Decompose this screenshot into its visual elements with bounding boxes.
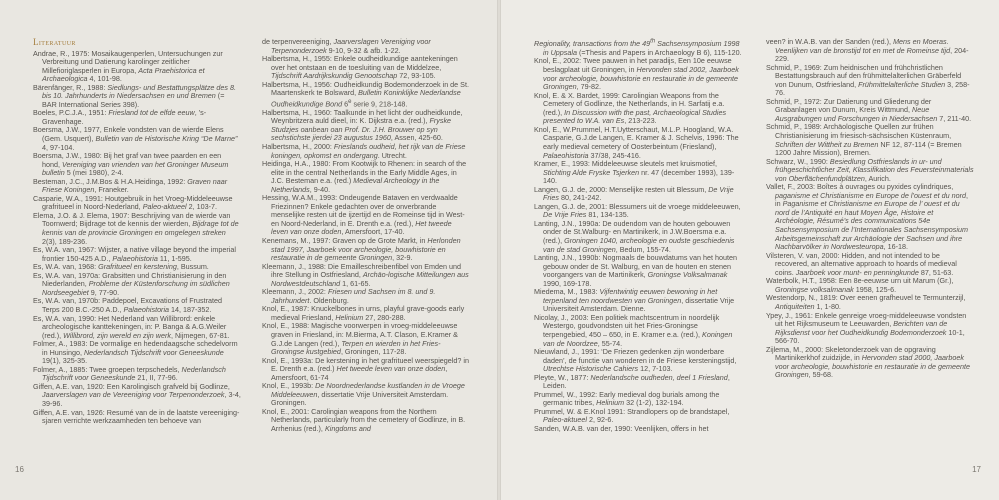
bibliography-entry: Sanden, W.A.B. van der, 1990: Veenlijken, offers in het xyxy=(534,424,709,433)
left-page xyxy=(0,0,497,500)
bibliography-entry: Kleemann, J., 1988: Die Emailleschreibenfibel von Emden und ihre Stellung in Ostfriesland, Archäo-logische Mitteilungen aus Nordwestdeutschland 1, 61-65. xyxy=(262,261,469,288)
bibliography-entry: Knol, E., 1987: Knuckelbones in urns, playful grave-goods early medieval Friesland, Helinium 27, 280-288. xyxy=(262,304,465,322)
bibliography-entry: Hessing, W.A.M., 1993: Ondeugende Bataven en verdwaalde Friezinnen? Enkele gedachten over de onverbrande menselijke resten uit de ijzertijd en de Romeinse tijd in West- en Noord-Nederland, in E. Drenth e.a. (red.), Het tweede leven van onze doden, Amersfoort, 17-40. xyxy=(262,193,465,237)
bibliography-entry: Knol, E., W.Prummel, H.T.Uytterschaut, M.L.P. Hoogland, W.A. Casparie, G.J.de Langen, E. Kramer & J. Schelvis, 1996: The early medieval cemetery of Oosterbeintum (Friesland), Palaeohistoria 37/38, 245-416. xyxy=(534,124,739,160)
bibliography-entry: Heidinga, H.A., 1980: From Kootwijk to Rhenen: in search of the elite in the central Netherlands in the Early Middle Ages, in J.C. Besteman e.a. (red.) Medieval Archeology in the Netherlands, 9-40. xyxy=(262,159,467,194)
bibliography-entry: Pleyte, W., 1877: Nederlandsche oudheden, deel 1 Friesland, Leiden. xyxy=(534,372,730,391)
bibliography-entry: Knol, E. & X. Bardet, 1999: Carolingian Weapons from the Cemetery of Godlinze, the Netherlands, in H. Sarfatij e.a. (red.), In Discussion with the past, Archaeological Studies presented to W.A. van Es, 213-223. xyxy=(534,90,727,126)
bibliography-entry: Nicolay, J., 2003: Een politiek machtscentrum in noordelijk Westergo, goudvondsten uit het Fries-Groningse terpengebied, 450 – 650, in E. Kramer e.a. (red.), Koningen van de Noordzee, 55-74. xyxy=(534,312,733,348)
bibliography-entry: Giffen, A.E. van, 1926: Resumé van de in de laatste vereenigingsjaren verrichte werkzaamheden ten behoeve van xyxy=(33,407,240,426)
bibliography-entry: Es, W.A. van, 1970b: Paddepoel, Excavations of Frustrated Terps 200 B.C.-250 A.D., Palaeohistoria 14, 187-352. xyxy=(33,296,222,314)
bibliography-entry: Besteman, J.C., J.M.Bos & H.A.Heidinga, 1992: Graven naar Friese Koningen, Franeker. xyxy=(33,176,228,195)
bibliography-entry: Folmer, A., 1983: De vormalige en hedendaagsche schedelvorm in Hunsingo, Nederlandsch Tijdschrift voor Geneeskunde 19(1), 325-35. xyxy=(33,339,238,366)
bibliography-entry: Prummel, W. & E.Knol 1991: Strandlopers op de brandstapel, Paleo-aktueel 2, 92-6. xyxy=(534,406,730,425)
bibliography-entry: Es, W.A. van, 1968: Grafritueel en kerstening, Bussum. xyxy=(33,262,209,272)
bibliography-entry: Miedema, M., 1983: Vijfentwintig eeuwen bewoning in het terpenland ten noordwesten van Groningen, dissertatie Vrije Universiteit Amsterdam. Dienne. xyxy=(534,287,735,314)
bibliography-entry: Nieuwland, J., 1991: ‘De Friezen gedenken zijn wonderbare daden’, de functie van wonderen in de Friese kersteningstijd, Utrechtse Historische Cahiers 12, 7-103. xyxy=(534,347,737,374)
bibliography-entry: Langen, G.J. de, 2000: Menselijke resten uit Blessum, De Vrije Fries 80, 241-242. xyxy=(534,184,734,203)
bibliography-entry: Zijlema, M., 2000: Skeletonderzoek van de opgraving Martinikerkhof zuidzijde, in Hervonden stad 2000, Jaarboek voor archeologie, bouwhistorie en restauratie in de gemeente Groningen, 59-68. xyxy=(766,344,970,380)
bibliography-entry: de terpenvereeniging, Jaarverslagen Vereniging voor Terpenonderzoek 9-10, 9-32 & afb. 1-22. xyxy=(262,37,431,55)
bibliography-entry: Halbertsma, H., 1960: Taalkunde in het licht der oudheidkunde, Weynbritzera auld dieel, in: K. Dijkstra e.a. (red.), Fryske Studzjes oanbean oan Prof. Dr. J.H. Brouwer op syn sechstichste jierdei 23 augustus 1960, Assen, 425-60. xyxy=(262,107,463,143)
bibliography-entry: Knol, E., 2001: Carolingian weapons from the Northern Netherlands, particularly from the cemetery of Godlinze, in B. Arrhenius (red.), Kingdoms and xyxy=(262,406,466,433)
bibliography-entry: Es, W.A. van, 1967: Wijster, a native village beyond the imperial frontier 150-425 A.D., Palaeohistoria 11, 1-595. xyxy=(33,245,236,263)
bibliography-entry: Es, W.A. van, 1990: Het Nederland van Willibrord: enkele archeologische kanttekeningen, in: P. Banga & A.G.Weiler (red.), Willibrord, zijn wereld en zijn werk, Nijmegen, 67-81. xyxy=(33,313,230,340)
bibliography-entry: Casparie, W.A., 1991: Houtgebruik in het Vroeg-Middeleeuwse grafritueel in Noord-Nederland, Paleo-aktueel 2, 103-7. xyxy=(33,193,233,212)
bibliography-entry: Prummel, W., 1992: Early medieval dog burials among the germanic tribes, Helinium 32 (1-2), 132-194. xyxy=(534,389,720,408)
bibliography-column-4 xyxy=(766,38,974,380)
bibliography-entry: Schmid, P., 1972: Zur Datierung und Gliederung der Grabanlagen von Dunum, Kreis Wittmund, Neue Ausgrabungen und Forschungen in Niedersachsen 7, 211-40. xyxy=(766,96,972,123)
bibliography-entry: Halbertsma, H., 1956: Oudheidkundig Bodemonderzoek in de St. Maartenskerk te Bolsward, Bulletin Koninklijke Nederlandse Oudheidkundige Bond 6e serie 9, 218-148. xyxy=(262,79,469,109)
bibliography-entry: Knol, E., 1993b: De Noordnederlandse kustlanden in de Vroege Middeleeuwen, dissertatie Vrije Universiteit Amsterdam. Groningen. xyxy=(262,381,465,408)
bibliography-entry: Westendorp, N., 1819: Over eenen grafheuvel te Termunterzijl, Antiquiteiten 1, 1-80. xyxy=(766,293,966,311)
bibliography-column-1 xyxy=(33,38,241,426)
page-number-left: 16 xyxy=(15,465,24,474)
bibliography-entry: Bärenfänger, R., 1988: Siedlungs- und Bestattungsplätze des 8. bis 10. Jahrhunderts in Niedersachsen en und Bremen (= BAR International Series 398). xyxy=(33,82,236,109)
bibliography-entry: Waterbolk, H.T., 1958: Een 8e-eeuwse urn uit Marum (Gr.), Groningse volksalmanak 1958, 125-6. xyxy=(766,276,954,294)
bibliography-entry: Boeles, P.C.J.A., 1951: Friesland tot de elfde eeuw, ’s-Gravenhage. xyxy=(33,108,207,126)
bibliography-entry: Knol, E., 2002: Twee pauwen in het paradijs, Een 10e eeuwse beslagplaat uit Groningen, in Hervonden stad 2002, Jaarboek voor archeologie, bouwhistorie en restauratie in de gemeente Groningen, 79-82. xyxy=(534,56,739,92)
bibliography-column-2 xyxy=(262,38,470,434)
bibliography-entry: Vilsteren, V. van, 2000: Hidden, and not intended to be recovered, an alternative approach to hoards of medieval coins. Jaarboek voor munt- en penningkunde 87, 51-63. xyxy=(766,250,957,277)
bibliography-entry: Schmid, P., 1969: Zum heidnischen und frühchristlichen Bestattungsbrauch auf den frühmittelalterlichen Gräberfeld von Dunum, Ostfriesland, Frühmittelalterliche Studien 3, 258-76. xyxy=(766,62,970,98)
bibliography-entry: Schwarz, W., 1990: Besiedlung Ostfrieslands in ur- und frühgeschichtlicher Zeit, Klassifikation des Feuersteinmaterials von Oberflächenfundplätzen, Aurich. xyxy=(766,156,974,183)
bibliography-entry: Lanting, J.N., 1990a: De oudendom van de houten gebouwen onder de St.Walburg- en Martinikerk, in J.W.Boersma e.a. (red.), Groningen 1040, archeologie en oudste geschiedenis van de stad Groningen, Bedum, 155-74. xyxy=(534,218,735,254)
bibliography-entry: Kenemans, M., 1997: Graven op de Grote Markt, in Herlonden stad 1997, Jaarboek voor archeologie, bouwhistorie en restauratie in de gemeente Groningen, 32-9. xyxy=(262,235,461,263)
bibliography-entry: Boersma, J.W., 1980: Bij het graf van twee paarden en een hond, Vereniging van vrienden van het Groninger Museum bulletin 5 (mei 1980), 2-4. xyxy=(33,151,229,178)
bibliography-entry: Halbertsma, H., 1955: Enkele oudheidkundige aantekeningen over het ontstaan en de toesluiting van de Middelzee, Tijdschrift Aardrijkskundig Genootschap 72, 93-105. xyxy=(262,54,458,81)
bibliography-entry: Lanting, J.N., 1990b: Nogmaals de bouwdatums van het houten gebouw onder de St. Walburg, en van de houten en stenen voorgangers van de Martinikerk, Groningse Volksalmanak 1990, 169-178. xyxy=(534,253,737,288)
bibliography-entry: Schmid, P., 1989: Archäologische Quellen zur frühen Christianisierung im friesisch-sächsischen Küstenraum, Schriften der Wittheit zu Bremen NF 12, 87-114 (= Bremen 1200 Jahre Mission), Bremen. xyxy=(766,122,962,158)
page-number-right: 17 xyxy=(972,465,981,474)
bibliography-entry: Knol, E., 1988: Magische voorwerpen in vroeg-middeleeuwse graven in Friesland, in: M.Bierma, A.T. Clason, E.Kramer & G.J.de Langen (red.), Terpen en wierden in het Fries-Groningse kustgebied, Groningen, 117-28. xyxy=(262,321,458,357)
right-page xyxy=(501,0,999,500)
section-heading: Literatuur xyxy=(33,37,76,47)
bibliography-entry: Langen, G.J. de, 2001: Blessumers uit de vroege middeleeuwen, De Vrije Fries 81, 134-135. xyxy=(534,201,741,220)
bibliography-entry: Boersma, J.W., 1977, Enkele vondsten van de wierde Elens (Gem. Usquert), Bulletin van de Historische Kring “De Marne” 4, 97-104. xyxy=(33,125,238,152)
bibliography-entry: Giffen, A.E. van, 1920: Een Karolingisch grafveld bij Godlinze, Jaarverslagen van de Vereeniging voor Terpenonderzoek, 3-4, 39-96. xyxy=(33,381,241,408)
bibliography-entry: veen? in W.A.B. van der Sanden (red.), Mens en Moeras. Veenlijken van de bronstijd tot en met de Romeinse tijd, 204-229. xyxy=(766,37,969,64)
bibliography-entry: Folmer, A., 1885: Twee groepen terpschedels, Nederlandsch Tijdschrift voor Geneeskunde 21, II, 77-96. xyxy=(33,364,226,383)
bibliography-entry: Knol, E., 1993a: De kerstening in het grafritueel weerspiegeld? in E. Drenth e.a. (red.) Het tweede leven van onze doden, Amersfoort, 61-74 xyxy=(262,355,469,382)
bibliography-column-3 xyxy=(534,38,742,434)
bibliography-entry: Andrae, R., 1975: Mosaikaugenperlen, Untersuchungen zur Verbreitung und Datierung karolinger zeitlicher Millefioriglasperlen in Europa, Acta Praehistorica et Archaeologica 4, 101-98. xyxy=(33,48,223,84)
bibliography-entry: Kleemann, J., 2002: Friesen und Sachsen im 8. und 9. Jahrhundert. Oldenburg. xyxy=(262,287,436,305)
bibliography-entry: Ypey, J., 1961: Enkele genreige vroeg-middeleeuwse vondsten uit het Rijksmuseum te Leeuwarden, Berichten van de Rijksdienst voor het Oudheidkundig Bodemonderzoek 10-1, 566-70. xyxy=(766,310,967,346)
bibliography-entry: Es, W.A. van, 1970a: Grabsitten und Christianisierung in den Niederlanden, Probleme der Küstenforschung im südlichen Nordseegebiet 9, 77-90. xyxy=(33,270,230,297)
bibliography-entry: Kramer, E., 1993: Middeleeuwse sleutels met kruismotief, Stichting Alde Fryske Tsjerken nr. 47 (december 1993), 139-140. xyxy=(534,159,735,186)
bibliography-entry: Vallet, F., 2003: Boîtes à ouvrages ou pyxides cylindriques, paganisme et Christianisme en Europe de l’ouest et du nord, in Paganisme et Christianisme en Europe de l’ ouest et du nord de l’Antiquité en haut Moyen Âge, Histoire et Archéologie, Résumé’s des communications 54e Sachsensymposium de l’Internationales Sachsensymposium Arbeitsgemeinschaft zur Archäologie der Sachsen und ihre Nachbarvölker in Nordwesteuropa, 16-18. xyxy=(766,182,968,252)
bibliography-entry: Elema, J.O. & J. Elema, 1907: Beschrijving van de wierde van Toornwerd; Bijdrage tot de kennis der wierden, Bijdrage tot de kennis van de provincie Groningen en omgelegen streken 2(3), 189-236. xyxy=(33,210,239,246)
bibliography-entry: Regionality, transactions from the 49th Sachsensymposium 1998 in Uppsala (=Thesis and Papers in Archaeology B 6), 115-120. xyxy=(534,39,742,57)
bibliography-entry: Halbertsma, H., 2000: Frieslands oudheid, het rijk van de Friese koningen, opkomst en ondergang. Utrecht. xyxy=(262,141,466,160)
